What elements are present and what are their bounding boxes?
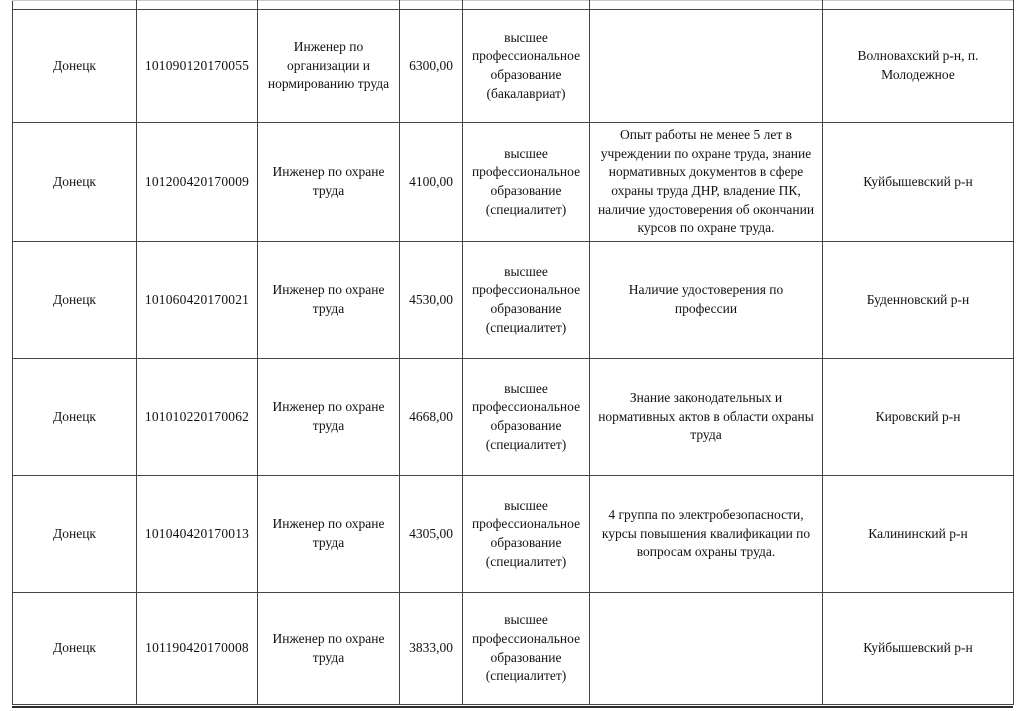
- cell-requirements: Наличие удостоверения по профессии: [590, 242, 823, 359]
- cell-salary: 6300,00: [400, 10, 463, 123]
- cell-vacancy-id: 101090120170055: [137, 10, 258, 123]
- cell-salary: 4100,00: [400, 123, 463, 242]
- cell-requirements: Знание законодательных и нормативных актов в области охраны труда: [590, 359, 823, 476]
- truncated-cell: [823, 1, 1014, 10]
- cell-district: Калининский р-н: [823, 476, 1014, 593]
- cell-education: высшее профессиональное образование (специалитет): [463, 476, 590, 593]
- cell-city: Донецк: [13, 10, 137, 123]
- truncated-row-top: [13, 1, 1014, 10]
- cell-vacancy-id: 101040420170013: [137, 476, 258, 593]
- truncated-cell: [400, 1, 463, 10]
- cell-position: Инженер по охране труда: [258, 123, 400, 242]
- cell-position: Инженер по охране труда: [258, 593, 400, 705]
- cell-position: Инженер по охране труда: [258, 359, 400, 476]
- cell-position: Инженер по организации и нормированию труда: [258, 10, 400, 123]
- cell-position: Инженер по охране труда: [258, 242, 400, 359]
- vacancies-table: [12, 0, 1014, 705]
- cell-salary: 3833,00: [400, 593, 463, 705]
- cell-requirements: 4 группа по электробезопасности, курсы повышения квалификации по вопросам охраны труда.: [590, 476, 823, 593]
- cell-district: Волновахский р-н, п. Молодежное: [823, 10, 1014, 123]
- cell-city: Донецк: [13, 593, 137, 705]
- cell-city: Донецк: [13, 359, 137, 476]
- truncated-cell: [590, 1, 823, 10]
- cell-requirements: [590, 593, 823, 705]
- cell-city: Донецк: [13, 242, 137, 359]
- truncated-cell: [258, 1, 400, 10]
- cell-district: Куйбышевский р-н: [823, 123, 1014, 242]
- cell-requirements: Опыт работы не менее 5 лет в учреждении по охране труда, знание нормативных документов в сфере охраны труда ДНР, владение ПК, наличие удостоверения об окончании курсов по охране труда.: [590, 123, 823, 242]
- cell-education: высшее профессиональное образование (специалитет): [463, 593, 590, 705]
- cell-education: высшее профессиональное образование (специалитет): [463, 242, 590, 359]
- cell-vacancy-id: 101200420170009: [137, 123, 258, 242]
- cell-salary: 4530,00: [400, 242, 463, 359]
- cell-salary: 4668,00: [400, 359, 463, 476]
- truncated-cell: [137, 1, 258, 10]
- table-row: [13, 242, 1014, 359]
- vacancies-table-container: [12, 0, 1013, 708]
- cell-requirements: [590, 10, 823, 123]
- cell-vacancy-id: 101010220170062: [137, 359, 258, 476]
- truncated-cell: [13, 1, 137, 10]
- table-row: [13, 10, 1014, 123]
- cell-education: высшее профессиональное образование (бакалавриат): [463, 10, 590, 123]
- table-row: [13, 123, 1014, 242]
- cell-district: Куйбышевский р-н: [823, 593, 1014, 705]
- cell-salary: 4305,00: [400, 476, 463, 593]
- cell-district: Кировский р-н: [823, 359, 1014, 476]
- truncated-cell: [463, 1, 590, 10]
- page-bottom-rule: [12, 706, 1013, 708]
- cell-education: высшее профессиональное образование (специалитет): [463, 359, 590, 476]
- cell-vacancy-id: 101190420170008: [137, 593, 258, 705]
- cell-vacancy-id: 101060420170021: [137, 242, 258, 359]
- cell-position: Инженер по охране труда: [258, 476, 400, 593]
- cell-city: Донецк: [13, 476, 137, 593]
- table-row: [13, 593, 1014, 705]
- cell-city: Донецк: [13, 123, 137, 242]
- table-row: [13, 359, 1014, 476]
- cell-education: высшее профессиональное образование (специалитет): [463, 123, 590, 242]
- cell-district: Буденновский р-н: [823, 242, 1014, 359]
- table-row: [13, 476, 1014, 593]
